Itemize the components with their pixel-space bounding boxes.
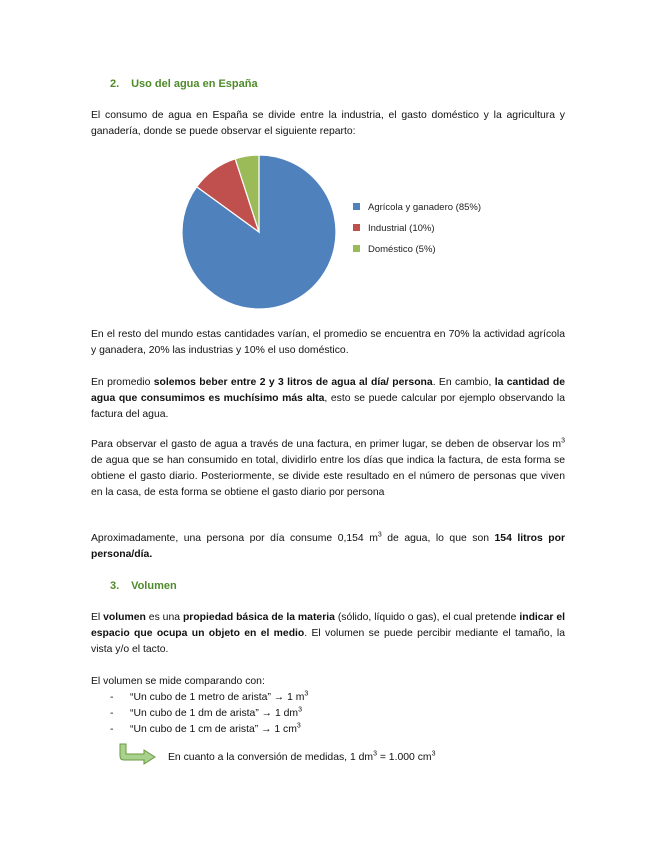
text-span: de agua que se han consumido en total, dividirlo entre los días que indica la factura, de esta forma se obtiene el gasto diario. Posteriormente, se divide este resultado en el número de personas que viven en la casa, de esta forma se obtiene el gasto diario por persona (91, 455, 565, 498)
pie-chart (178, 150, 518, 320)
list-item (110, 722, 308, 738)
section-title: Volumen (131, 580, 177, 592)
legend-swatch (353, 203, 360, 210)
text-span: . El volumen se puede percibir mediante el tamaño, la vista y/o el tacto. (91, 628, 565, 655)
superscript: 3 (431, 750, 436, 758)
bold-text: propiedad básica de la materia (182, 612, 335, 623)
drink-paragraph (91, 375, 565, 423)
bold-text: solemos beber entre 2 y 3 litros de agua al día/ persona (153, 377, 433, 388)
text-span: (sólido, líquido o gas), el cual pretende (334, 612, 520, 623)
superscript: 3 (373, 750, 377, 758)
section-number: 3. (110, 580, 120, 592)
text-span: Para observar el gasto de agua a través de una factura, en primer lugar, se deben de observar los m (91, 439, 562, 450)
section-heading-volumen (110, 580, 177, 592)
list-item (110, 706, 308, 722)
list-item-text: “Un cubo de 1 metro de arista” → 1 m (130, 692, 305, 703)
text-span: En cuanto a la conversión de medidas, 1 dm (168, 752, 374, 763)
mide-intro: El volumen se mide comparando con: (91, 676, 265, 687)
bold-text: la cantidad de agua que consumimos es muchísimo más alta (91, 377, 565, 404)
text-span: es una (145, 612, 183, 623)
conversion-text (168, 752, 435, 763)
legend-label: Doméstico (5%) (368, 244, 436, 255)
superscript: 3 (377, 531, 382, 539)
list-dash: - (110, 724, 114, 735)
legend-label: Industrial (10%) (368, 223, 435, 234)
legend-item (353, 244, 436, 255)
legend-item (353, 223, 435, 234)
legend-swatch (353, 224, 360, 231)
bold-text: volumen (103, 612, 146, 623)
text-span: de agua, lo que son (381, 533, 495, 544)
units-list (110, 690, 308, 738)
superscript: 3 (304, 690, 309, 698)
world-paragraph: En el resto del mundo estas cantidades varían, el promedio se encuentra en 70% la actividad agrícola y ganadera, 20% las industrias y 10% el uso doméstico. (91, 329, 565, 356)
section-title: Uso del agua en España (131, 78, 258, 90)
volumen-paragraph (91, 610, 565, 658)
text-span: , esto se puede calcular por ejemplo observando la factura del agua. (91, 393, 565, 420)
list-item-text: “Un cubo de 1 dm de arista” → 1 dm (130, 708, 299, 719)
text-span: . En cambio, (432, 377, 495, 388)
pie-svg (178, 150, 338, 320)
factura-paragraph (91, 437, 565, 501)
intro-paragraph: El consumo de agua en España se divide entre la industria, el gasto doméstico y la agricultura y ganadería, donde se puede observar el siguiente reparto: (91, 110, 565, 137)
legend-label: Agrícola y ganadero (85%) (368, 202, 482, 213)
list-item-text: “Un cubo de 1 cm de arista” → 1 cm (130, 724, 297, 735)
bold-text: 154 litros por persona/día. (91, 533, 565, 560)
text-span: En promedio (91, 377, 154, 388)
green-arrow-icon (118, 742, 158, 766)
bold-text: indicar el espacio que ocupa un objeto en el medio (91, 612, 565, 639)
section-number: 2. (110, 78, 120, 90)
list-dash: - (110, 708, 114, 719)
section-heading-uso-agua (110, 78, 258, 90)
list-dash: - (110, 692, 114, 703)
text-span: El (91, 612, 104, 623)
text-span: = 1.000 cm (376, 752, 432, 763)
text-span: Aproximadamente, una persona por día consume 0,154 m (91, 533, 378, 544)
superscript: 3 (298, 706, 302, 714)
legend-item (353, 202, 481, 213)
legend-swatch (353, 245, 360, 252)
aprox-paragraph (91, 531, 565, 563)
superscript: 3 (561, 437, 565, 445)
list-item (110, 690, 308, 706)
superscript: 3 (296, 722, 301, 730)
